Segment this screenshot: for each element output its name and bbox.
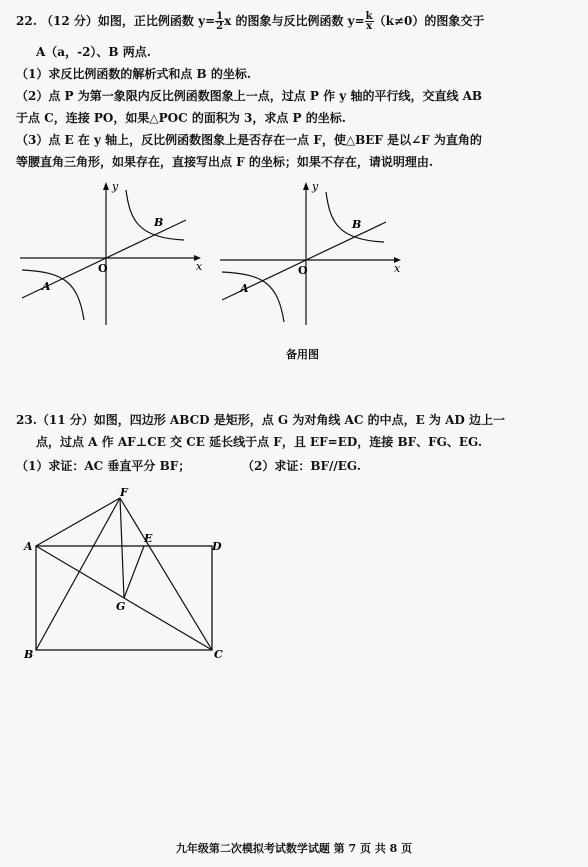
q23-line2: 点，过点 A 作 AF⊥CE 交 CE 延长线于点 F，且 EF=ED，连接 BF、FG、EG. <box>36 435 483 449</box>
q22-graph-main <box>14 180 204 330</box>
segment-fg <box>120 498 124 598</box>
q22-part1: （1）求反比例函数的解析式和点 B 的坐标. <box>16 67 252 81</box>
label-f: F <box>120 486 128 499</box>
q22-line2: A（a，-2）、B 两点. <box>36 45 151 59</box>
hyperbola-q1 <box>326 192 384 242</box>
q22-line1-post: （k≠0）的图象交于 <box>373 14 485 28</box>
backup-figure-caption: 备用图 <box>286 348 319 361</box>
q23-line1: 23.（11 分）如图，四边形 ABCD 是矩形，点 G 为对角线 AC 的中点，E 为 AD 边上一 <box>16 413 505 427</box>
frac2-num: k <box>365 11 373 22</box>
y-axis-arrow <box>103 182 109 190</box>
segment-eg <box>124 546 144 598</box>
q23-part1: （1）求证：AC 垂直平分 BF； <box>16 459 191 473</box>
q22-part2a: （2）点 P 为第一象限内反比例函数图象上一点，过点 P 作 y 轴的平行线，交直线 AB <box>16 89 483 103</box>
hyperbola-q1 <box>126 190 184 240</box>
label-y: y <box>312 180 319 193</box>
label-b: B <box>352 218 362 231</box>
label-a: A <box>24 540 33 553</box>
frac2-den: x <box>366 21 373 32</box>
label-o: O <box>298 264 308 277</box>
page-footer: 九年级第二次模拟考试数学试题 第 7 页 共 8 页 <box>175 842 413 855</box>
frac-den: 2 <box>216 21 224 32</box>
hyperbola-q3 <box>22 270 84 320</box>
q23-rectangle-figure <box>12 482 232 662</box>
label-x: x <box>394 262 401 275</box>
q22-graph-backup <box>214 180 404 330</box>
q23-part2: （2）求证：BF//EG. <box>242 459 361 473</box>
hyperbola-q3 <box>222 272 284 322</box>
q22-part3b: 等腰直角三角形，如果存在，直接写出点 F 的坐标；如果不存在，请说明理由. <box>16 155 434 169</box>
label-g: G <box>116 600 126 613</box>
label-b: B <box>154 216 164 229</box>
q22-part2b: 于点 C，连接 PO，如果△POC 的面积为 3，求点 P 的坐标. <box>16 111 346 125</box>
label-a: A <box>42 280 51 293</box>
y-axis-arrow <box>303 182 309 190</box>
label-d: D <box>212 540 222 553</box>
label-b: B <box>24 648 34 661</box>
q22-line1-mid: x 的图象与反比例函数 y= <box>224 14 365 28</box>
q22-fraction-half <box>215 12 224 31</box>
segment-bf <box>36 498 120 650</box>
label-e: E <box>144 532 153 545</box>
label-x: x <box>196 260 203 273</box>
q22-line1 <box>16 12 484 31</box>
q22-fraction-k-x <box>365 12 374 31</box>
frac-num: 1 <box>216 11 224 22</box>
q22-part3a: （3）点 E 在 y 轴上，反比例函数图象上是否存在一点 F，使△BEF 是以∠F 为直角的 <box>16 133 482 147</box>
q22-line1-pre: 22. （12 分）如图，正比例函数 y= <box>16 14 216 28</box>
label-o: O <box>98 262 108 275</box>
label-c: C <box>214 648 223 661</box>
label-a: A <box>240 282 249 295</box>
label-y: y <box>112 180 119 193</box>
